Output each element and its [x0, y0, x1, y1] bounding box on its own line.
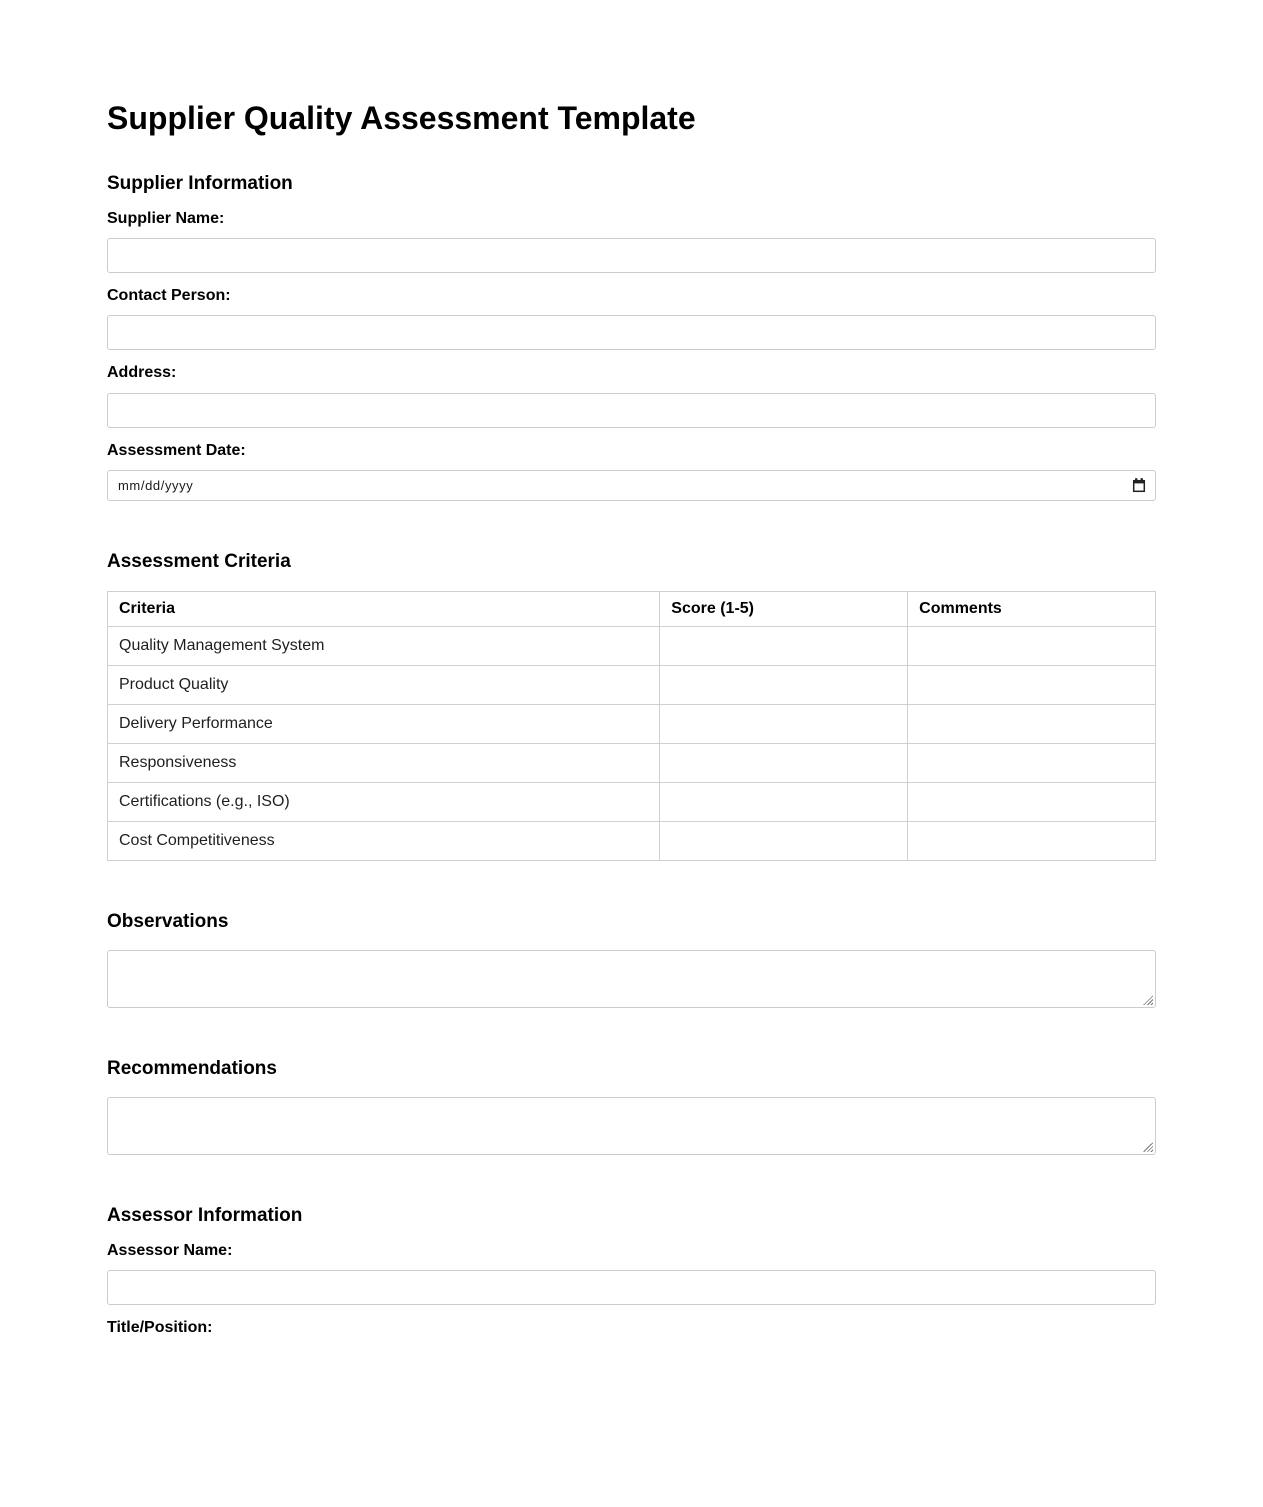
address-input[interactable]	[107, 393, 1156, 428]
calendar-icon[interactable]	[1132, 478, 1146, 493]
section-assessor-information	[107, 1205, 1156, 1338]
supplier-name-label: Supplier Name:	[107, 209, 225, 227]
criteria-cell: Certifications (e.g., ISO)	[108, 783, 660, 822]
score-cell	[660, 627, 908, 666]
criteria-cell: Product Quality	[108, 666, 660, 705]
table-row	[108, 822, 1156, 861]
assessment-criteria-heading: Assessment Criteria	[107, 551, 291, 573]
score-cell	[660, 822, 908, 861]
column-header-comments: Comments	[908, 592, 1156, 627]
column-header-score: Score (1-5)	[660, 592, 908, 627]
assessment-date-label: Assessment Date:	[107, 441, 246, 459]
assessment-date-input[interactable]	[107, 470, 1156, 501]
title-position-label: Title/Position:	[107, 1318, 213, 1336]
recommendations-heading: Recommendations	[107, 1057, 277, 1079]
section-recommendations	[107, 1058, 1156, 1155]
supplier-information-heading: Supplier Information	[107, 172, 293, 194]
supplier-name-input[interactable]	[107, 238, 1156, 273]
column-header-criteria: Criteria	[108, 592, 660, 627]
table-row	[108, 666, 1156, 705]
score-cell	[660, 666, 908, 705]
criteria-cell: Responsiveness	[108, 744, 660, 783]
section-supplier-information	[107, 173, 1156, 501]
observations-heading: Observations	[107, 911, 229, 933]
assessor-name-input[interactable]	[107, 1270, 1156, 1305]
assessor-name-label: Assessor Name:	[107, 1241, 233, 1259]
comments-cell	[908, 666, 1156, 705]
score-cell	[660, 783, 908, 822]
table-row	[108, 627, 1156, 666]
address-label: Address:	[107, 364, 177, 382]
score-cell	[660, 705, 908, 744]
observations-textarea[interactable]	[107, 950, 1156, 1008]
table-row	[108, 705, 1156, 744]
assessor-information-heading: Assessor Information	[107, 1204, 303, 1226]
recommendations-textarea[interactable]	[107, 1097, 1156, 1155]
page-title: Supplier Quality Assessment Template	[107, 100, 696, 136]
comments-cell	[908, 822, 1156, 861]
table-row	[108, 783, 1156, 822]
assessment-criteria-table	[107, 591, 1156, 861]
comments-cell	[908, 627, 1156, 666]
table-header-row	[108, 592, 1156, 627]
table-row	[108, 744, 1156, 783]
criteria-cell: Quality Management System	[108, 627, 660, 666]
date-placeholder: mm/dd/yyyy	[118, 478, 194, 494]
comments-cell	[908, 744, 1156, 783]
supplier-quality-assessment-form	[107, 0, 1156, 1507]
score-cell	[660, 744, 908, 783]
section-observations	[107, 911, 1156, 1008]
comments-cell	[908, 783, 1156, 822]
criteria-cell: Cost Competitiveness	[108, 822, 660, 861]
comments-cell	[908, 705, 1156, 744]
section-assessment-criteria	[107, 551, 1156, 861]
contact-person-label: Contact Person:	[107, 287, 231, 305]
criteria-cell: Delivery Performance	[108, 705, 660, 744]
contact-person-input[interactable]	[107, 315, 1156, 350]
